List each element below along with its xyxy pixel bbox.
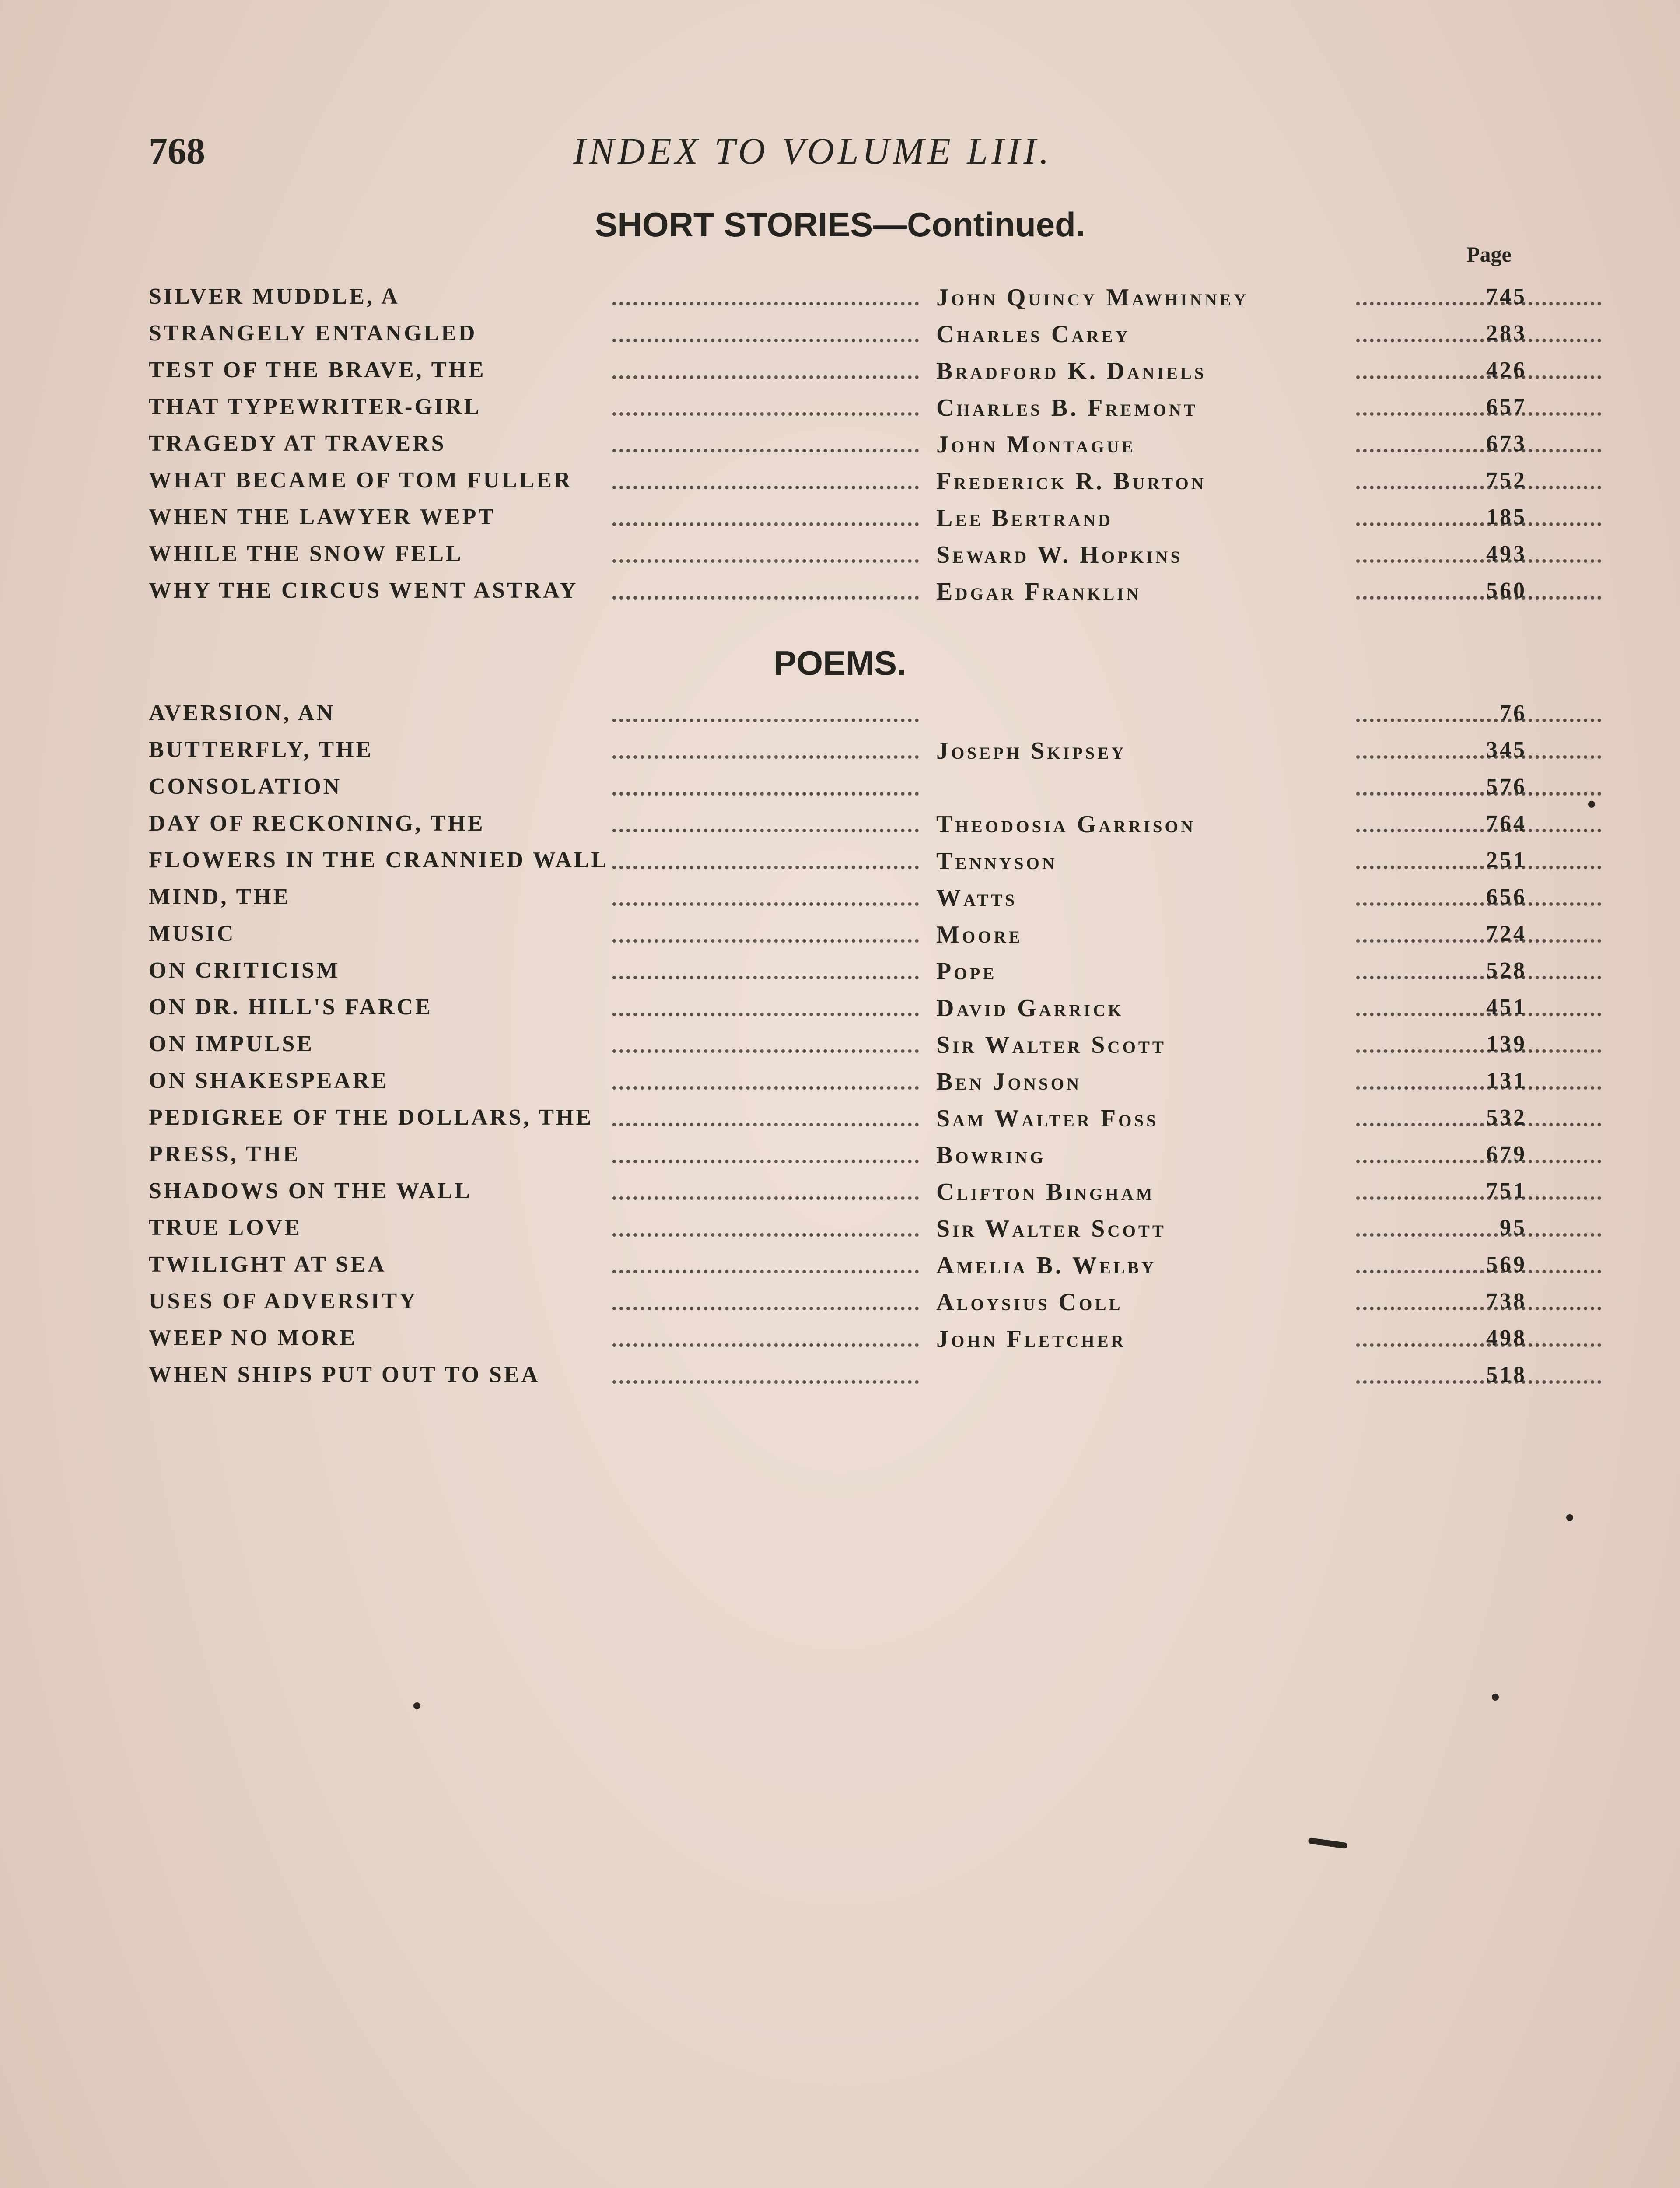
entry-page-number: 498 xyxy=(1486,1325,1527,1350)
entry-author: Sam Walter Foss xyxy=(936,1105,1158,1132)
dot-leader xyxy=(1356,271,1601,305)
entry-title: TRAGEDY AT TRAVERS xyxy=(149,431,446,456)
dot-leader xyxy=(612,1203,919,1237)
entry-title: MIND, THE xyxy=(149,884,291,909)
entry-page-number: 185 xyxy=(1486,505,1527,529)
dot-leader xyxy=(612,455,919,489)
dot-leader xyxy=(612,382,919,416)
dot-leader xyxy=(612,725,919,759)
entry-title: TEST OF THE BRAVE, THE xyxy=(149,358,486,382)
ink-speck xyxy=(1566,1514,1573,1521)
dot-leader xyxy=(612,1350,919,1384)
entry-page-number: 426 xyxy=(1486,358,1527,382)
dot-leader xyxy=(1356,688,1601,722)
entry-author: Pope xyxy=(936,958,997,985)
entry-page-number: 528 xyxy=(1486,958,1527,983)
entry-author: John Montague xyxy=(936,431,1136,458)
entry-page-number: 752 xyxy=(1486,468,1527,493)
entry-page-number: 131 xyxy=(1486,1068,1527,1093)
entry-author: Frederick R. Burton xyxy=(936,468,1206,495)
entry-author: Amelia B. Welby xyxy=(936,1252,1157,1279)
dot-leader xyxy=(1356,382,1601,416)
dot-leader xyxy=(1356,982,1601,1016)
dot-leader xyxy=(1356,835,1601,869)
short_stories-entry xyxy=(149,578,1527,614)
dot-leader xyxy=(612,1166,919,1200)
dot-leader xyxy=(1356,1055,1601,1090)
dot-leader xyxy=(612,1092,919,1126)
dot-leader xyxy=(1356,725,1601,759)
entry-page-number: 493 xyxy=(1486,541,1527,566)
poems-entry xyxy=(149,1362,1527,1399)
entry-title: AVERSION, AN xyxy=(149,701,336,726)
short-stories-heading: SHORT STORIES—Continued. xyxy=(595,205,1085,244)
ink-speck xyxy=(413,1702,420,1709)
dot-leader xyxy=(612,418,919,452)
entry-author: Watts xyxy=(936,884,1017,912)
entry-page-number: 95 xyxy=(1500,1215,1527,1240)
entry-page-number: 345 xyxy=(1486,737,1527,762)
dot-leader xyxy=(1356,492,1601,526)
entry-author: Joseph Skipsey xyxy=(936,737,1127,764)
dot-leader xyxy=(612,798,919,832)
entry-title: USES OF ADVERSITY xyxy=(149,1289,418,1314)
entry-page-number: 576 xyxy=(1486,774,1527,799)
entry-author: Edgar Franklin xyxy=(936,578,1141,605)
dot-leader xyxy=(612,345,919,379)
dot-leader xyxy=(612,835,919,869)
entry-author: Bradford K. Daniels xyxy=(936,358,1207,385)
poems-heading: POEMS. xyxy=(774,644,906,682)
entry-page-number: 738 xyxy=(1486,1289,1527,1314)
entry-author: Lee Bertrand xyxy=(936,505,1113,532)
entry-author: Bowring xyxy=(936,1142,1046,1169)
dot-leader xyxy=(1356,308,1601,342)
entry-page-number: 656 xyxy=(1486,884,1527,909)
entry-author: Theodosia Garrison xyxy=(936,811,1196,838)
entry-title: WEEP NO MORE xyxy=(149,1325,357,1350)
entry-page-number: 745 xyxy=(1486,284,1527,309)
entry-page-number: 76 xyxy=(1500,701,1527,726)
entry-title: FLOWERS IN THE CRANNIED WALL xyxy=(149,848,609,873)
dot-leader xyxy=(612,1276,919,1310)
dot-leader xyxy=(612,688,919,722)
entry-title: ON DR. HILL'S FARCE xyxy=(149,995,433,1020)
entry-author: Aloysius Coll xyxy=(936,1289,1123,1316)
dot-leader xyxy=(1356,1239,1601,1273)
dot-leader xyxy=(1356,418,1601,452)
entry-title: WHY THE CIRCUS WENT ASTRAY xyxy=(149,578,578,603)
running-head: INDEX TO VOLUME LIII. xyxy=(573,130,1053,172)
dot-leader xyxy=(1356,565,1601,600)
entry-author: Moore xyxy=(936,921,1023,948)
dot-leader xyxy=(1356,529,1601,563)
dot-leader xyxy=(612,945,919,979)
dot-leader xyxy=(1356,1276,1601,1310)
entry-title: DAY OF RECKONING, THE xyxy=(149,811,485,836)
page-number: 768 xyxy=(149,130,205,172)
entry-title: SHADOWS ON THE WALL xyxy=(149,1178,472,1203)
entry-title: TRUE LOVE xyxy=(149,1215,302,1240)
dot-leader xyxy=(1356,945,1601,979)
dot-leader xyxy=(1356,798,1601,832)
entry-author: Clifton Bingham xyxy=(936,1178,1155,1206)
ink-speck xyxy=(1588,801,1595,808)
dot-leader xyxy=(612,1239,919,1273)
dot-leader xyxy=(612,1313,919,1347)
entry-page-number: 139 xyxy=(1486,1031,1527,1056)
dot-leader xyxy=(1356,761,1601,796)
entry-title: ON IMPULSE xyxy=(149,1031,314,1056)
entry-page-number: 751 xyxy=(1486,1178,1527,1203)
entry-title: TWILIGHT AT SEA xyxy=(149,1252,387,1277)
entry-page-number: 560 xyxy=(1486,578,1527,603)
dot-leader xyxy=(612,492,919,526)
dot-leader xyxy=(1356,872,1601,906)
entry-author: John Quincy Mawhinney xyxy=(936,284,1249,311)
entry-page-number: 283 xyxy=(1486,321,1527,346)
dot-leader xyxy=(1356,1203,1601,1237)
entry-author: John Fletcher xyxy=(936,1325,1126,1353)
entry-title: WHEN THE LAWYER WEPT xyxy=(149,505,496,529)
entry-page-number: 532 xyxy=(1486,1105,1527,1130)
entry-title: ON SHAKESPEARE xyxy=(149,1068,389,1093)
entry-title: PRESS, THE xyxy=(149,1142,301,1167)
entry-author: Sir Walter Scott xyxy=(936,1031,1166,1059)
entry-page-number: 657 xyxy=(1486,394,1527,419)
dot-leader xyxy=(1356,1019,1601,1053)
entry-author: Charles B. Fremont xyxy=(936,394,1198,421)
entry-page-number: 764 xyxy=(1486,811,1527,836)
entry-title: WHAT BECAME OF TOM FULLER xyxy=(149,468,573,493)
dot-leader xyxy=(612,872,919,906)
entry-author: David Garrick xyxy=(936,995,1124,1022)
dot-leader xyxy=(612,1019,919,1053)
dot-leader xyxy=(1356,1350,1601,1384)
page-column-label: Page xyxy=(1466,242,1512,266)
entry-page-number: 251 xyxy=(1486,848,1527,873)
dot-leader xyxy=(1356,1129,1601,1163)
dot-leader xyxy=(1356,345,1601,379)
dot-leader xyxy=(612,271,919,305)
entry-author: Charles Carey xyxy=(936,321,1130,348)
entry-page-number: 724 xyxy=(1486,921,1527,946)
entry-title: PEDIGREE OF THE DOLLARS, THE xyxy=(149,1105,594,1130)
dot-leader xyxy=(1356,455,1601,489)
entry-author: Ben Jonson xyxy=(936,1068,1082,1095)
entry-author: Sir Walter Scott xyxy=(936,1215,1166,1242)
dot-leader xyxy=(612,761,919,796)
entry-title: WHILE THE SNOW FELL xyxy=(149,541,463,566)
dot-leader xyxy=(612,1055,919,1090)
entry-page-number: 451 xyxy=(1486,995,1527,1020)
dot-leader xyxy=(612,565,919,600)
entry-title: MUSIC xyxy=(149,921,236,946)
dot-leader xyxy=(612,982,919,1016)
entry-title: BUTTERFLY, THE xyxy=(149,737,374,762)
entry-page-number: 679 xyxy=(1486,1142,1527,1167)
dot-leader xyxy=(1356,1313,1601,1347)
ink-speck xyxy=(1308,1837,1348,1849)
entry-page-number: 518 xyxy=(1486,1362,1527,1387)
entry-author: Tennyson xyxy=(936,848,1057,875)
entry-page-number: 673 xyxy=(1486,431,1527,456)
entry-title: THAT TYPEWRITER-GIRL xyxy=(149,394,482,419)
dot-leader xyxy=(612,529,919,563)
entry-title: SILVER MUDDLE, A xyxy=(149,284,400,309)
dot-leader xyxy=(612,908,919,943)
entry-title: CONSOLATION xyxy=(149,774,342,799)
dot-leader xyxy=(1356,908,1601,943)
dot-leader xyxy=(1356,1092,1601,1126)
dot-leader xyxy=(1356,1166,1601,1200)
ink-speck xyxy=(1492,1694,1499,1701)
dot-leader xyxy=(612,308,919,342)
entry-author: Seward W. Hopkins xyxy=(936,541,1183,568)
entry-page-number: 569 xyxy=(1486,1252,1527,1277)
entry-title: ON CRITICISM xyxy=(149,958,340,983)
dot-leader xyxy=(612,1129,919,1163)
entry-title: STRANGELY ENTANGLED xyxy=(149,321,477,346)
entry-title: WHEN SHIPS PUT OUT TO SEA xyxy=(149,1362,540,1387)
